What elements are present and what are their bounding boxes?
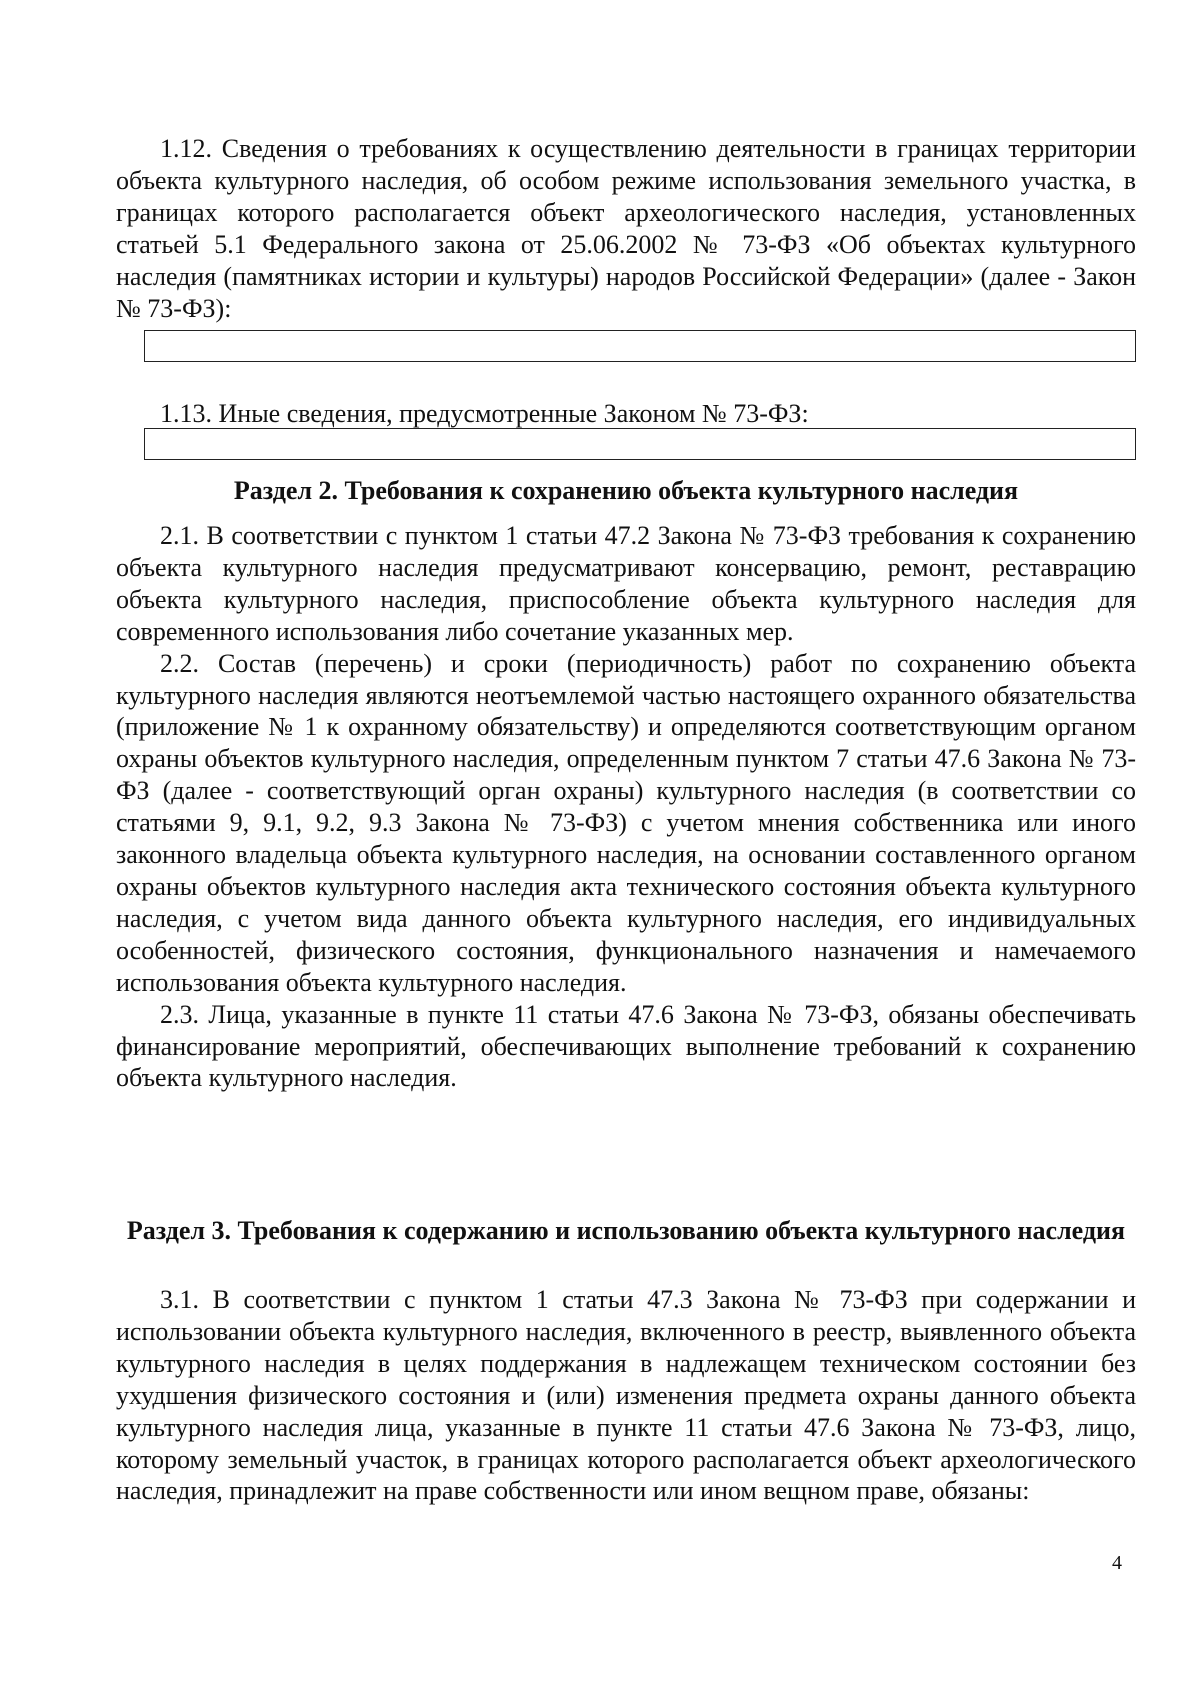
paragraph-2-3: 2.3. Лица, указанные в пункте 11 статьи 47.6 Закона № 73-ФЗ, обязаны обеспечивать финансирование мероприятий, обеспечивающих выполнение требований к сохранению объекта культурного наследия.	[116, 999, 1136, 1093]
section-3-body	[116, 1284, 1136, 1507]
paragraph-1-13: 1.13. Иные сведения, предусмотренные Законом № 73-ФЗ:	[160, 399, 809, 428]
section-2-body	[116, 520, 1136, 1094]
field-box-1-13	[144, 428, 1136, 460]
section-2-heading	[116, 474, 1136, 507]
section-2-title: Раздел 2. Требования к сохранению объекта культурного наследия	[233, 476, 1019, 505]
section-1-12	[116, 133, 1136, 324]
section-3-title: Раздел 3. Требования к содержанию и использованию объекта культурного наследия	[126, 1216, 1126, 1245]
paragraph-2-1: 2.1. В соответствии с пунктом 1 статьи 47.2 Закона № 73-ФЗ требования к сохранению объекта культурного наследия предусматривают консервацию, ремонт, реставрацию объекта культурного наследия, приспособление объекта культурного наследия для современного использования либо сочетание указанных мер.	[116, 521, 1136, 646]
section-1-13	[116, 398, 1136, 430]
field-box-1-12	[144, 330, 1136, 362]
paragraph-3-1: 3.1. В соответствии с пунктом 1 статьи 47.3 Закона № 73-ФЗ при содержании и использовании объекта культурного наследия, включенного в реестр, выявленного объекта культурного наследия в целях поддержания в надлежащем техническом состоянии без ухудшения физического состояния и (или) изменения предмета охраны данного объекта культурного наследия лица, указанные в пункте 11 статьи 47.6 Закона № 73-ФЗ, лицо, которому земельный участок, в границах которого располагается объект археологического наследия, принадлежит на праве собственности или ином вещном праве, обязаны:	[116, 1285, 1136, 1506]
page-number: 4	[1112, 1552, 1122, 1574]
paragraph-1-12: 1.12. Сведения о требованиях к осуществлению деятельности в границах территории объекта культурного наследия, об особом режиме использования земельного участка, в границах которого располагается объект археологического наследия, установленных статьей 5.1 Федерального закона от 25.06.2002 № 73-ФЗ «Об объектах культурного наследия (памятниках истории и культуры) народов Российской Федерации» (далее - Закон № 73-ФЗ):	[116, 134, 1136, 323]
section-3-heading	[116, 1214, 1136, 1247]
paragraph-2-2: 2.2. Состав (перечень) и сроки (периодичность) работ по сохранению объекта культурного наследия являются неотъемлемой частью настоящего охранного обязательства (приложение № 1 к охранному обязательству) и определяются соответствующим органом охраны объектов культурного наследия, определенным пунктом 7 статьи 47.6 Закона № 73-ФЗ (далее - соответствующий орган охраны) культурного наследия (в соответствии со статьями 9, 9.1, 9.2, 9.3 Закона № 73-ФЗ) с учетом мнения собственника или иного законного владельца объекта культурного наследия, на основании составленного органом охраны объектов культурного наследия акта технического состояния объекта культурного наследия, с учетом вида данного объекта культурного наследия, его индивидуальных особенностей, физического состояния, функционального назначения и намечаемого использования объекта культурного наследия.	[116, 648, 1136, 997]
